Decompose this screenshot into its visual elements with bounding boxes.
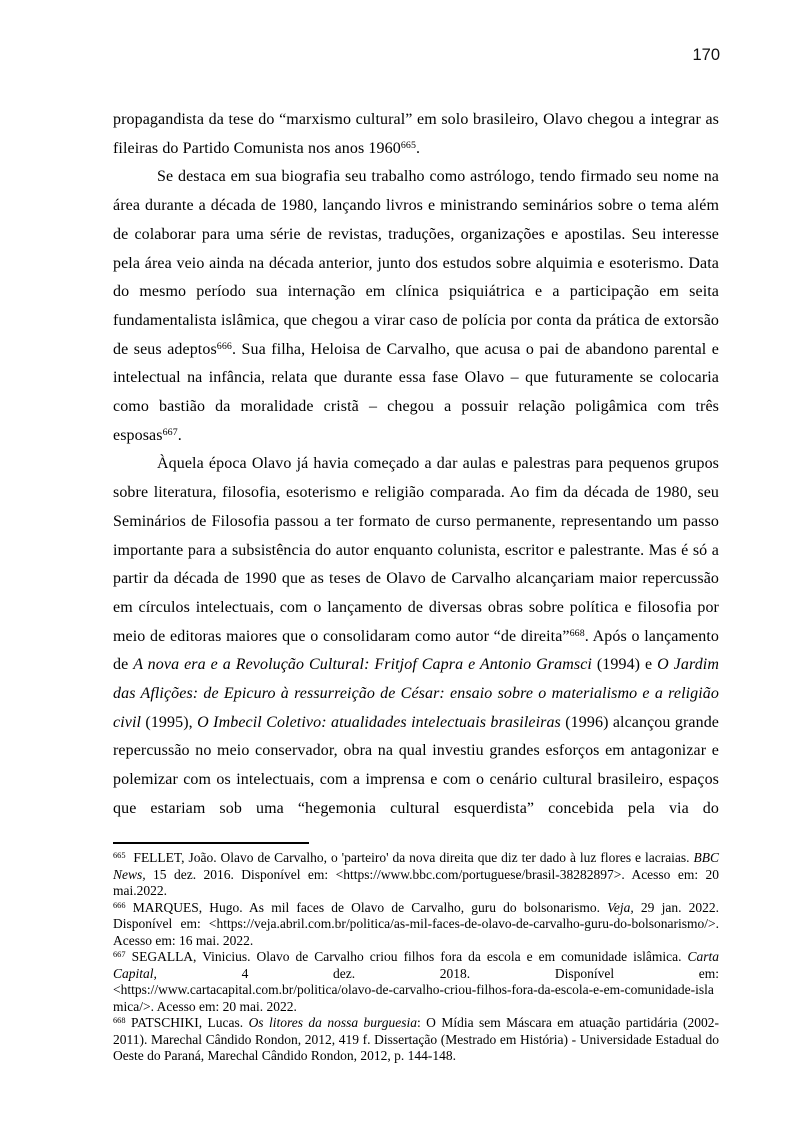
footnote-marker: 665 (113, 851, 126, 861)
text-run: PATSCHIKI, Lucas. (125, 1015, 249, 1030)
text-run: . Após o lançamento de (113, 627, 719, 674)
footnotes-list (113, 850, 719, 1065)
footnote-665 (113, 850, 719, 900)
text-run: Carta Capital, (113, 949, 719, 981)
footnote-marker: 668 (569, 628, 585, 640)
text-run: A nova era e a Revolução Cultural: Fritjof Capra e Antonio Gramsci (133, 656, 592, 674)
footnote-667 (113, 949, 719, 1015)
text-run: propagandista da tese do “marxismo cultural” em solo brasileiro, Olavo chegou a integrar as fileiras do Partido Comunista nos anos 1960 (113, 111, 719, 157)
text-run: . Sua filha, Heloisa de Carvalho, que acusa o pai de abandono parental e intelectual na infância, relata que durante essa fase Olavo – que futuramente se colocaria como bastião da moralidade cristã – chegou a possuir relação poligâmica com três esposas (113, 340, 720, 444)
text-run: O Jardim das Aflições: de Epicuro à ressurreição de César: ensaio sobre o materialismo e a religião civil (113, 656, 719, 731)
body-paragraph (113, 106, 719, 163)
text-run: (1996) alcançou grande repercussão no meio conservador, obra na qual investiu grandes esforços em antagonizar e polemizar com os intelectuais, com a imprensa e com o cenário cultural brasileiro, espaços que estariam sob uma “hegemonia cultural esquerdista” concebida pela via do (113, 713, 719, 817)
text-run: MARQUES, Hugo. As mil faces de Olavo de Carvalho, guru do bolsonarismo. (125, 899, 608, 915)
footnote-668 (113, 1015, 719, 1065)
text-run: . (177, 426, 182, 444)
body-paragraph (113, 450, 719, 823)
text-run: (1994) e (591, 656, 658, 674)
body-text (113, 106, 719, 824)
text-run: Se destaca em sua biografia seu trabalho como astrólogo, tendo firmado seu nome na área durante a década de 1980, lançando livros e ministrando seminários sobre o tema além de colaborar para uma série de revistas, traduções, organizações e apostilas. Seu interesse pela área veio ainda na década anterior, junto dos estudos sobre alquimia e esoterismo. Data do mesmo período sua internação em clínica psiquiátrica e a participação em seita fundamentalista islâmica, que chegou a virar caso de polícia por conta da prática de extorsão de seus adeptos (113, 168, 719, 358)
text-run: SEGALLA, Vinicius. Olavo de Carvalho criou filhos fora da escola e em comunidade islâmica. (125, 949, 688, 964)
footnote-marker: 668 (113, 1016, 126, 1026)
footnote-marker: 667 (113, 950, 126, 960)
text-run: O Imbecil Coletivo: atualidades intelectuais brasileiras (197, 713, 561, 731)
footnotes-section (113, 842, 719, 1065)
text-run: 15 dez. 2016. Disponível em: <https://www.bbc.com/portuguese/brasil-38282897>. Acesso em: 20 mai.2022. (113, 866, 719, 898)
page-number: 170 (692, 46, 720, 64)
text-run: Àquela época Olavo já havia começado a dar aulas e palestras para pequenos grupos sobre literatura, filosofia, esoterismo e religião comparada. Ao fim da década de 1980, seu Seminários de Filosofia passou a ter formato de curso permanente, representando um passo importante para a subsistência do autor enquanto colunista, escritor e palestrante. Mas é só a partir da década de 1990 que as teses de Olavo de Carvalho alcançariam maior repercussão em círculos intelectuais, com o lançamento de diversas obras sobre política e filosofia por meio de editoras maiores que o consolidaram como autor “de direita” (113, 455, 719, 645)
text-run: 4 dez. 2018. Disponível em: (156, 965, 719, 981)
text-run: 29 jan. 2022. Disponível em: <https://veja.abril.com.br/politica/as-mil-faces-de-olavo-de-carvalho-guru-do-bolsonarismo/>. Acesso em: 16 mai. 2022. (113, 899, 720, 948)
footnote-marker: 666 (113, 900, 126, 910)
body-paragraph (113, 163, 719, 450)
text-run: : O Mídia sem Máscara em atuação partidária (2002-2011). Marechal Cândido Rondon, 2012, 419 f. Dissertação (Mestrado em História) - Universidade Estadual do Oeste do Paraná, Marechal Cândido Rondon, 2012, p. 144-148. (113, 1015, 719, 1063)
footnote-url-text: <https://www.cartacapital.com.br/politica/olavo-de-carvalho-criou-filhos-fora-da-escola-e-em-comunidade-islamica/>. Acesso em: 20 mai. 2022. (113, 982, 714, 1014)
text-run: FELLET, João. Olavo de Carvalho, o 'parteiro' da nova direita que diz ter dado à luz flores e lacraias. (125, 850, 694, 865)
text-run: Os litores da nossa burguesia (248, 1015, 417, 1030)
text-run: (1995), (141, 713, 198, 731)
text-run: . (416, 139, 421, 157)
text-run: Veja, (607, 899, 634, 915)
footnote-separator (113, 842, 309, 844)
footnote-marker: 667 (162, 427, 178, 439)
footnote-666 (113, 900, 719, 950)
footnote-marker: 665 (400, 140, 417, 152)
footnote-marker: 666 (216, 341, 232, 353)
text-run: BBC News, (113, 850, 719, 882)
